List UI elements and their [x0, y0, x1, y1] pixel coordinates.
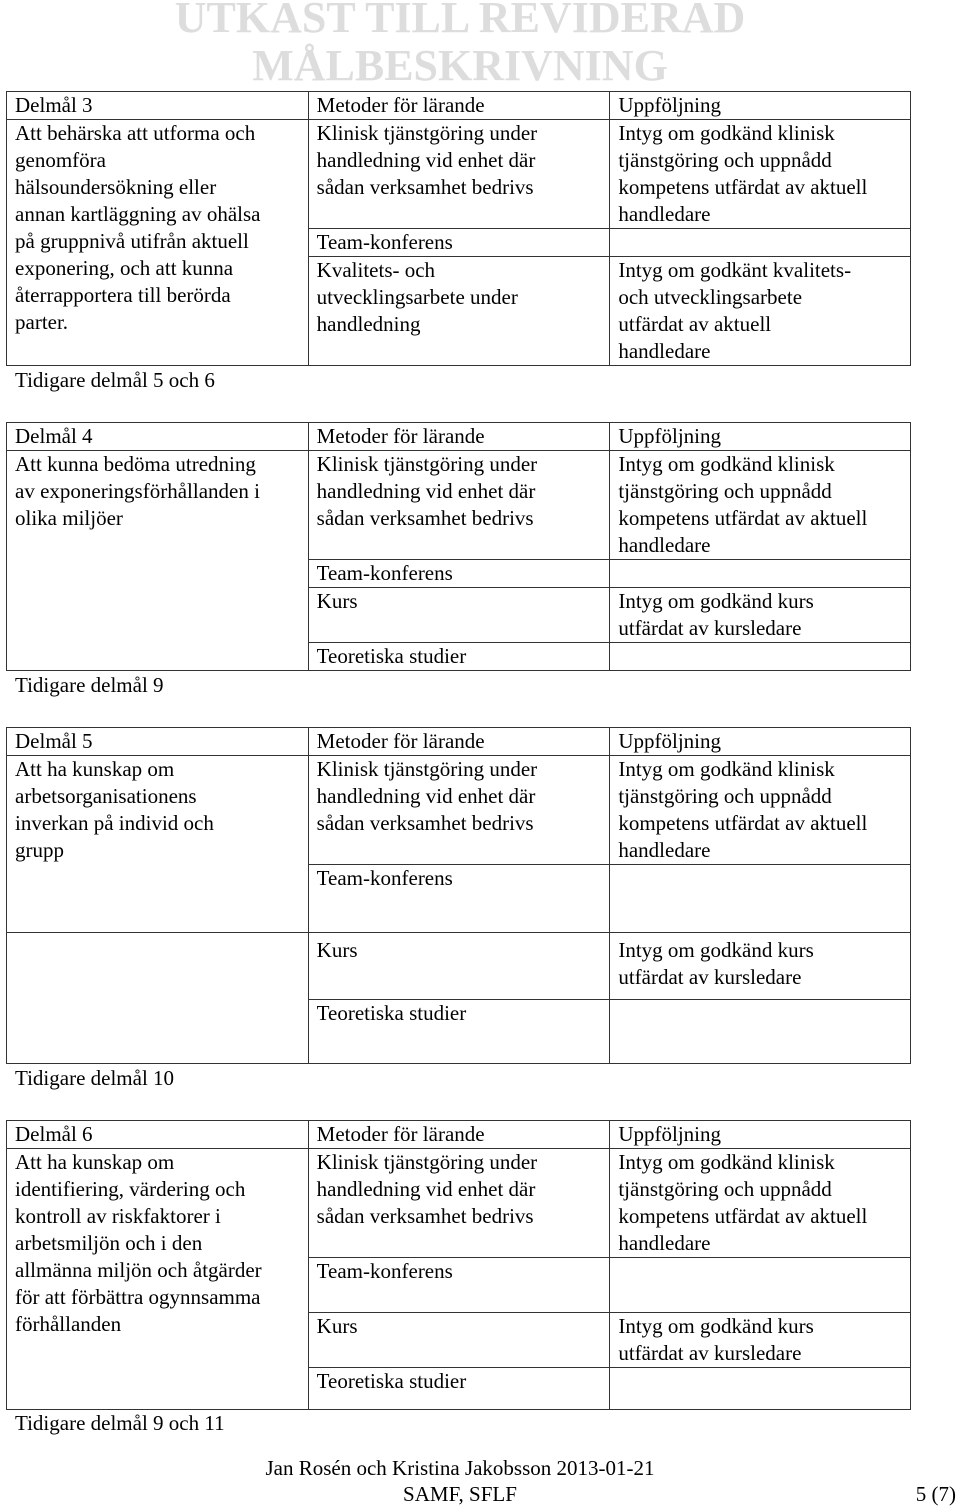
- delmal-4-table: [6, 422, 911, 671]
- watermark-line-2: MÅLBESKRIVNING: [252, 41, 668, 90]
- team-followup: [610, 229, 911, 257]
- delmal-5-goal-continued: [7, 933, 309, 1064]
- delmal-6-title: Delmål 6: [7, 1121, 309, 1149]
- klinisk-method: Klinisk tjänstgöring under handledning vid enhet där sådan verksamhet bedrivs: [308, 120, 610, 229]
- teoretiska-followup: [610, 643, 911, 671]
- delmal-3-previous: Tidigare delmål 5 och 6: [15, 368, 215, 392]
- delmal-4-title: Delmål 4: [7, 423, 309, 451]
- kurs-followup: Intyg om godkänd kurs utfärdat av kursledare: [610, 1313, 911, 1368]
- klinisk-followup: Intyg om godkänd klinisk tjänstgöring och uppnådd kompetens utfärdat av aktuell handledare: [610, 1149, 911, 1258]
- delmal-6-table: [6, 1120, 911, 1410]
- delmal-5-title: Delmål 5: [7, 728, 309, 756]
- followup-header: Uppföljning: [610, 92, 911, 120]
- methods-header: Metoder för lärande: [308, 1121, 610, 1149]
- klinisk-followup: Intyg om godkänd klinisk tjänstgöring och uppnådd kompetens utfärdat av aktuell handledare: [610, 120, 911, 229]
- delmal-6-previous: Tidigare delmål 9 och 11: [15, 1411, 225, 1435]
- delmal-5-previous: Tidigare delmål 10: [15, 1066, 175, 1090]
- team-method: Team-konferens: [308, 1258, 610, 1313]
- followup-header: Uppföljning: [610, 423, 911, 451]
- kurs-method: Kurs: [308, 933, 610, 1000]
- delmal-6-goal: Att ha kunskap om identifiering, värdering och kontroll av riskfaktorer i arbetsmiljön och i den allmänna miljön och åtgärder för att förbättra ogynnsamma förhållanden: [7, 1149, 309, 1410]
- kurs-followup: Intyg om godkänd kurs utfärdat av kursledare: [610, 588, 911, 643]
- kvalitet-method: Kvalitets- och utvecklingsarbete under handledning: [308, 257, 610, 366]
- delmal-3-table: [6, 91, 911, 366]
- kvalitet-followup: Intyg om godkänt kvalitets- och utvecklingsarbete utfärdat av aktuell handledare: [610, 257, 911, 366]
- methods-header: Metoder för lärande: [308, 728, 610, 756]
- followup-header: Uppföljning: [610, 1121, 911, 1149]
- team-method: Team-konferens: [308, 229, 610, 257]
- footer-org: SAMF, SFLF: [403, 1482, 517, 1506]
- klinisk-method: Klinisk tjänstgöring under handledning vid enhet där sådan verksamhet bedrivs: [308, 451, 610, 560]
- kurs-followup: Intyg om godkänd kurs utfärdat av kursledare: [610, 933, 911, 1000]
- team-followup: [610, 865, 911, 933]
- page-number: 5 (7): [915, 1482, 956, 1506]
- teoretiska-method: Teoretiska studier: [308, 643, 610, 671]
- delmal-4-goal: Att kunna bedöma utredning av exponeringsförhållanden i olika miljöer: [7, 451, 309, 671]
- teoretiska-method: Teoretiska studier: [308, 1368, 610, 1410]
- klinisk-followup: Intyg om godkänd klinisk tjänstgöring och uppnådd kompetens utfärdat av aktuell handledare: [610, 756, 911, 865]
- delmal-3-title: Delmål 3: [7, 92, 309, 120]
- kurs-method: Kurs: [308, 1313, 610, 1368]
- team-method: Team-konferens: [308, 865, 610, 933]
- methods-header: Metoder för lärande: [308, 423, 610, 451]
- team-followup: [610, 560, 911, 588]
- footer-authors: Jan Rosén och Kristina Jakobsson 2013-01-21: [265, 1456, 655, 1480]
- teoretiska-method: Teoretiska studier: [308, 1000, 610, 1064]
- teoretiska-followup: [610, 1368, 911, 1410]
- delmal-3-goal: Att behärska att utforma och genomföra hälsoundersökning eller annan kartläggning av ohälsa på gruppnivå utifrån aktuell exponering, och att kunna återrapportera till berörda parter.: [7, 120, 309, 366]
- team-method: Team-konferens: [308, 560, 610, 588]
- kurs-method: Kurs: [308, 588, 610, 643]
- delmal-5-table: [6, 727, 911, 1064]
- team-followup: [610, 1258, 911, 1313]
- teoretiska-followup: [610, 1000, 911, 1064]
- delmal-4-previous: Tidigare delmål 9: [15, 673, 164, 697]
- followup-header: Uppföljning: [610, 728, 911, 756]
- delmal-5-goal: Att ha kunskap om arbetsorganisationens inverkan på individ och grupp: [7, 756, 309, 933]
- klinisk-followup: Intyg om godkänd klinisk tjänstgöring och uppnådd kompetens utfärdat av aktuell handledare: [610, 451, 911, 560]
- methods-header: Metoder för lärande: [308, 92, 610, 120]
- klinisk-method: Klinisk tjänstgöring under handledning vid enhet där sådan verksamhet bedrivs: [308, 756, 610, 865]
- watermark-line-1: UTKAST TILL REVIDERAD: [174, 0, 746, 42]
- klinisk-method: Klinisk tjänstgöring under handledning vid enhet där sådan verksamhet bedrivs: [308, 1149, 610, 1258]
